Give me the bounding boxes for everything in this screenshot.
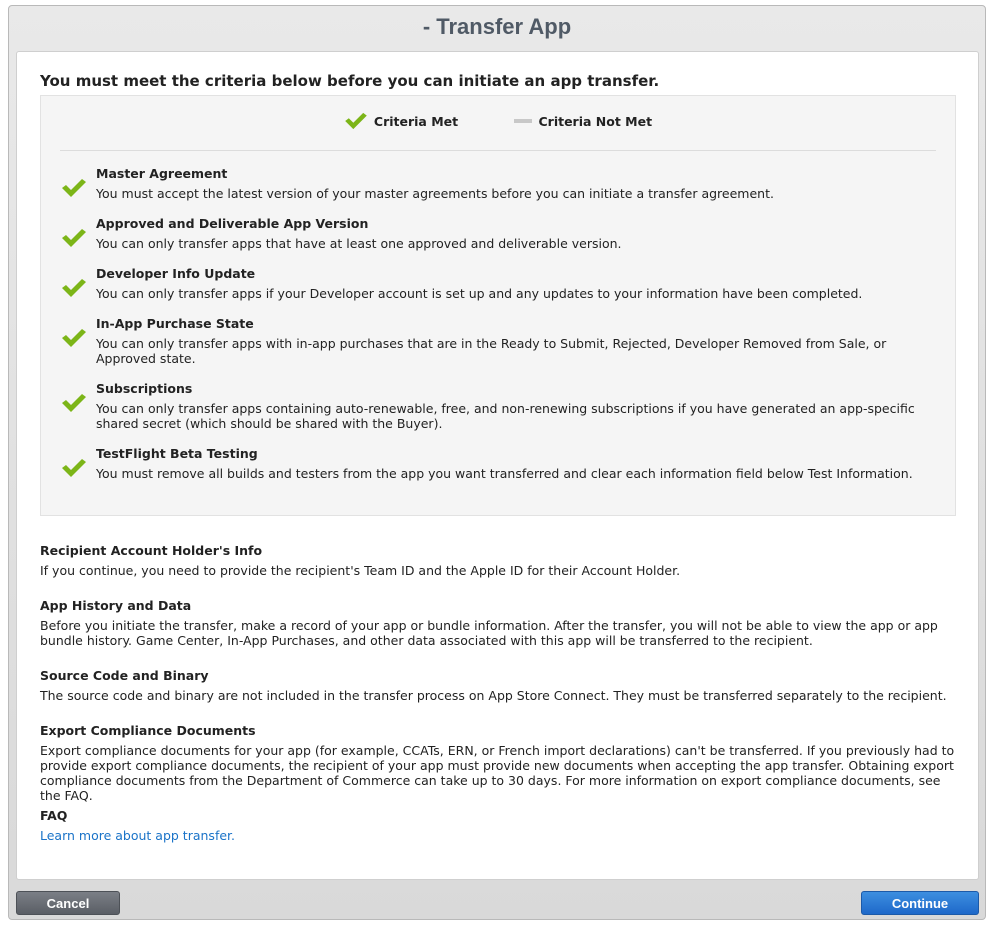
criteria-description: You can only transfer apps containing auto-renewable, free, and non-renewing subscriptions if you have generated an app-specific shared secret (which should be shared with the Buyer). [96, 401, 915, 431]
criteria-box [40, 95, 956, 516]
criteria-title: In-App Purchase State [96, 316, 254, 331]
learn-more-link[interactable]: Learn more about app transfer. [40, 828, 235, 843]
cancel-button[interactable]: Cancel [16, 891, 120, 915]
continue-button[interactable]: Continue [861, 891, 979, 915]
criteria-title: Developer Info Update [96, 266, 256, 281]
section-description: Export compliance documents for your app (for example, CCATs, ERN, or French import declarations) can't be transferred. If you previously had to provide export compliance documents, the recipient of your app must provide new documents when accepting the app transfer. Obtaining export compliance documents from the Department of Commerce can take up to 30 days. For more information on export compliance documents, see the FAQ. [40, 743, 955, 803]
criteria-description: You can only transfer apps with in-app purchases that are in the Ready to Submit, Rejected, Developer Removed from Sale, or Approved state. [96, 336, 887, 366]
criteria-description: You must remove all builds and testers from the app you want transferred and clear each information field below Test Information. [96, 466, 913, 481]
checkmark-icon [61, 228, 87, 248]
transfer-app-dialog [8, 5, 986, 920]
criteria-title: TestFlight Beta Testing [96, 446, 258, 461]
faq-title: FAQ [40, 808, 68, 823]
dash-icon [514, 119, 532, 123]
content-panel [16, 51, 979, 880]
section-title: App History and Data [40, 598, 192, 613]
legend-divider [60, 150, 936, 151]
criteria-title: Approved and Deliverable App Version [96, 216, 369, 231]
legend-met [344, 112, 458, 130]
criteria-description: You can only transfer apps if your Developer account is set up and any updates to your information have been completed. [96, 286, 863, 301]
section-title: Export Compliance Documents [40, 723, 256, 738]
criteria-title: Master Agreement [96, 166, 228, 181]
criteria-description: You can only transfer apps that have at least one approved and deliverable version. [96, 236, 622, 251]
legend-met-label: Criteria Met [373, 113, 459, 129]
section-description: The source code and binary are not included in the transfer process on App Store Connect. They must be transferred separately to the recipient. [40, 688, 947, 703]
section-export-compliance [40, 723, 955, 803]
criteria-legend [41, 112, 955, 136]
dialog-title: - Transfer App [422, 14, 572, 39]
section-source-code [40, 668, 955, 703]
section-title: Source Code and Binary [40, 668, 209, 683]
section-app-history [40, 598, 955, 648]
section-title: Recipient Account Holder's Info [40, 543, 263, 558]
checkmark-icon [61, 278, 87, 298]
section-description: If you continue, you need to provide the recipient's Team ID and the Apple ID for their Account Holder. [40, 563, 681, 578]
checkmark-icon [61, 178, 87, 198]
criteria-heading: You must meet the criteria below before you can initiate an app transfer. [40, 72, 660, 90]
criteria-description: You must accept the latest version of your master agreements before you can initiate a transfer agreement. [96, 186, 774, 201]
checkmark-icon [344, 112, 368, 130]
section-recipient-info [40, 543, 955, 578]
legend-not-met [514, 114, 652, 129]
checkmark-icon [61, 393, 87, 413]
checkmark-icon [61, 328, 87, 348]
criteria-title: Subscriptions [96, 381, 193, 396]
section-description: Before you initiate the transfer, make a record of your app or bundle information. After the transfer, you will not be able to view the app or app bundle history. Game Center, In-App Purchases, and other data associated with this app will be transferred to the recipient. [40, 618, 938, 648]
checkmark-icon [61, 458, 87, 478]
legend-not-met-label: Criteria Not Met [538, 113, 653, 129]
section-faq [40, 808, 955, 843]
